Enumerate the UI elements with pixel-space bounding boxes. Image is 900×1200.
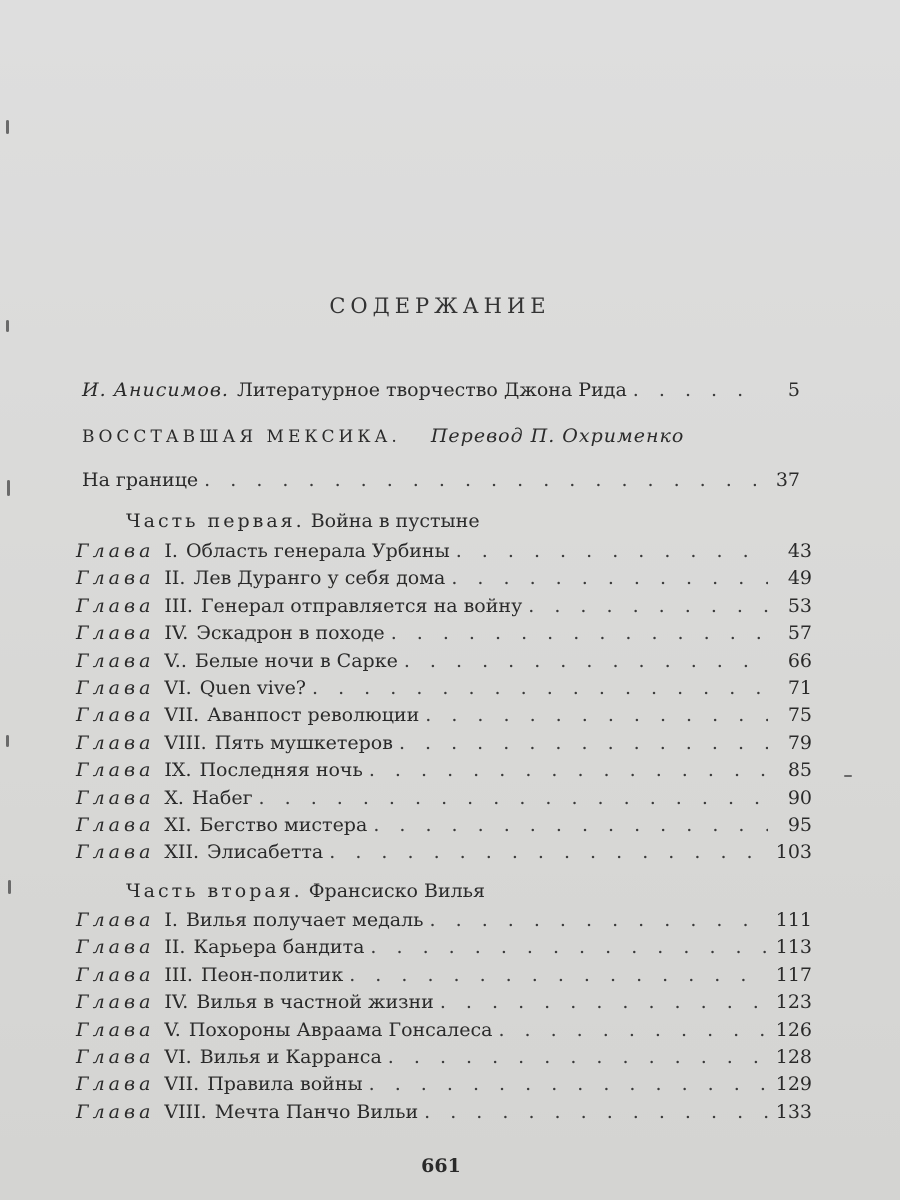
chapter-number: XI. [164, 814, 192, 836]
page-number: 111 [775, 909, 812, 931]
chapter-number: II. [164, 936, 186, 959]
page-number: 79 [787, 731, 812, 754]
page-number: 95 [787, 814, 812, 836]
chapter-word: Глава [76, 622, 155, 645]
toc-chapter-entry [76, 813, 812, 837]
toc-chapter-entry [76, 594, 812, 618]
chapter-word: Глава [76, 1046, 155, 1068]
toc-chapter-entry [76, 676, 812, 700]
chapter-word: Глава [76, 1073, 155, 1096]
intro-text: Литературное творчество Джона Рида [236, 379, 627, 401]
chapter-title: Последняя ночь [199, 759, 363, 782]
chapter-title: Генерал отправляется на войну [200, 594, 523, 617]
chapter-word: Глава [76, 786, 155, 809]
page-number: 57 [787, 622, 812, 645]
toc-chapter-entry [76, 649, 812, 673]
page-number: 75 [787, 704, 812, 727]
page-number: 128 [775, 1046, 812, 1068]
page-number: 113 [775, 936, 812, 959]
chapter-word: Глава [76, 567, 155, 590]
page-folio: 661 [421, 1155, 461, 1177]
dot-leader [440, 990, 768, 1014]
chapter-number: X. [164, 786, 184, 809]
chapter-title: Область генерала Урбины [185, 540, 450, 562]
toc-chapter-entry [76, 1100, 812, 1124]
chapter-title: Правила войны [207, 1073, 363, 1096]
chapter-word: Глава [76, 909, 155, 931]
chapter-title: Похороны Авраама Гонсалеса [188, 1018, 493, 1041]
dot-leader [388, 1045, 768, 1069]
page-number: 123 [775, 991, 812, 1014]
book-title: ВОССТАВШАЯ МЕКСИКА. [82, 427, 401, 447]
chapter-word: Глава [76, 594, 155, 617]
chapter-number: V.. [164, 649, 187, 672]
chapter-number: VI. [164, 677, 192, 699]
dot-leader [259, 786, 768, 810]
chapter-word: Глава [76, 540, 155, 562]
dot-leader [456, 539, 768, 563]
page-number: 85 [787, 759, 812, 782]
toc-chapter-entry [76, 908, 812, 932]
part2-name: Франсиско Вилья [308, 880, 486, 902]
chapter-number: III. [164, 963, 193, 986]
dot-leader [349, 963, 768, 987]
chapter-title: Пеон-политик [200, 963, 344, 986]
toc-chapter-entry [76, 840, 812, 864]
dot-leader [312, 676, 768, 700]
dot-leader [399, 731, 768, 755]
dot-leader [369, 758, 768, 782]
chapter-word: Глава [76, 731, 155, 754]
dot-leader [633, 378, 756, 402]
part1-label: Часть первая. [126, 510, 305, 532]
intro-author: И. Анисимов. [82, 379, 229, 401]
chapter-title: Лев Дуранго у себя дома [193, 567, 446, 590]
chapter-number: IV. [164, 622, 189, 645]
toc-chapter-entry [76, 1072, 812, 1096]
page-number: 43 [787, 540, 812, 562]
part1-heading [126, 510, 480, 532]
toc-entry-intro [82, 378, 800, 402]
page-number: 71 [787, 677, 812, 699]
page-number: 126 [775, 1018, 812, 1041]
chapter-word: Глава [76, 759, 155, 782]
page-number: 5 [787, 379, 800, 401]
chapter-title: Аванпост революции [207, 704, 420, 727]
dot-leader [425, 703, 768, 727]
dot-leader [498, 1018, 768, 1042]
page-number: 37 [775, 469, 800, 491]
chapter-title: Вилья и Карранса [199, 1046, 382, 1068]
dot-leader [329, 840, 768, 864]
chapter-title: Набег [191, 786, 253, 809]
page-number: 53 [787, 594, 812, 617]
chapter-word: Глава [76, 1100, 155, 1123]
chapter-title: Белые ночи в Сарке [194, 649, 398, 672]
toc-chapter-entry [76, 963, 812, 987]
dot-leader [391, 621, 768, 645]
chapter-word: Глава [76, 1018, 155, 1041]
chapter-title: Quen vive? [199, 677, 306, 699]
dot-leader [204, 468, 756, 492]
toc-chapter-entry [76, 786, 812, 810]
chapter-number: IV. [164, 991, 189, 1014]
entry-title: На границе [82, 469, 199, 491]
chapter-word: Глава [76, 936, 155, 959]
toc-chapter-entry [76, 566, 812, 590]
chapter-title: Мечта Панчо Вильи [214, 1100, 419, 1123]
toc-chapter-entry [76, 1045, 812, 1069]
chapter-number: II. [164, 567, 186, 590]
toc-chapter-entry [76, 703, 812, 727]
page-title: СОДЕРЖАНИЕ [329, 294, 551, 318]
chapter-word: Глава [76, 649, 155, 672]
chapter-word: Глава [76, 991, 155, 1014]
chapter-title: Вилья получает медаль [185, 909, 424, 931]
chapter-number: V. [164, 1018, 181, 1041]
dot-leader [528, 594, 768, 618]
page-number: 129 [775, 1073, 812, 1096]
toc-chapter-entry [76, 990, 812, 1014]
page-number: 49 [787, 567, 812, 590]
dot-leader [430, 908, 768, 932]
page-number: 133 [775, 1100, 812, 1123]
chapter-title: Карьера бандита [193, 936, 365, 959]
toc-entry-border [82, 468, 800, 492]
chapter-word: Глава [76, 704, 155, 727]
book-heading [82, 425, 684, 447]
chapter-number: XII. [164, 841, 199, 864]
dot-leader [451, 566, 768, 590]
toc-chapter-entry [76, 1018, 812, 1042]
chapter-title: Бегство мистера [199, 814, 368, 836]
chapter-number: IX. [164, 759, 192, 782]
chapter-number: III. [164, 594, 193, 617]
chapter-title: Элисабетта [206, 841, 324, 864]
chapter-number: VII. [164, 704, 200, 727]
toc-chapter-entry [76, 731, 812, 755]
chapter-number: VIII. [164, 731, 207, 754]
toc-chapter-entry [76, 621, 812, 645]
chapter-word: Глава [76, 677, 155, 699]
page-number: 90 [787, 786, 812, 809]
chapter-number: VII. [164, 1073, 200, 1096]
chapter-number: I. [164, 540, 178, 562]
chapter-word: Глава [76, 841, 155, 864]
chapter-title: Эскадрон в походе [196, 622, 385, 645]
chapter-number: I. [164, 909, 178, 931]
dot-leader [373, 813, 768, 837]
chapter-number: VI. [164, 1046, 192, 1068]
part2-heading [126, 880, 485, 902]
dot-leader [369, 1072, 768, 1096]
page-number: 117 [775, 963, 812, 986]
book-translator: Перевод П. Охрименко [430, 425, 685, 447]
page-number: 103 [775, 841, 812, 864]
chapter-word: Глава [76, 963, 155, 986]
chapter-word: Глава [76, 814, 155, 836]
dot-leader [370, 935, 768, 959]
dot-leader [424, 1100, 768, 1124]
chapter-number: VIII. [164, 1100, 207, 1123]
chapter-title: Пять мушкетеров [214, 731, 393, 754]
page-number: 66 [787, 649, 812, 672]
toc-chapter-entry [76, 935, 812, 959]
part2-label: Часть вторая. [126, 880, 303, 902]
dot-leader [404, 649, 768, 673]
chapter-title: Вилья в частной жизни [196, 991, 434, 1014]
toc-chapter-entry [76, 758, 812, 782]
toc-chapter-entry [76, 539, 812, 563]
part1-name: Война в пустыне [310, 510, 480, 532]
